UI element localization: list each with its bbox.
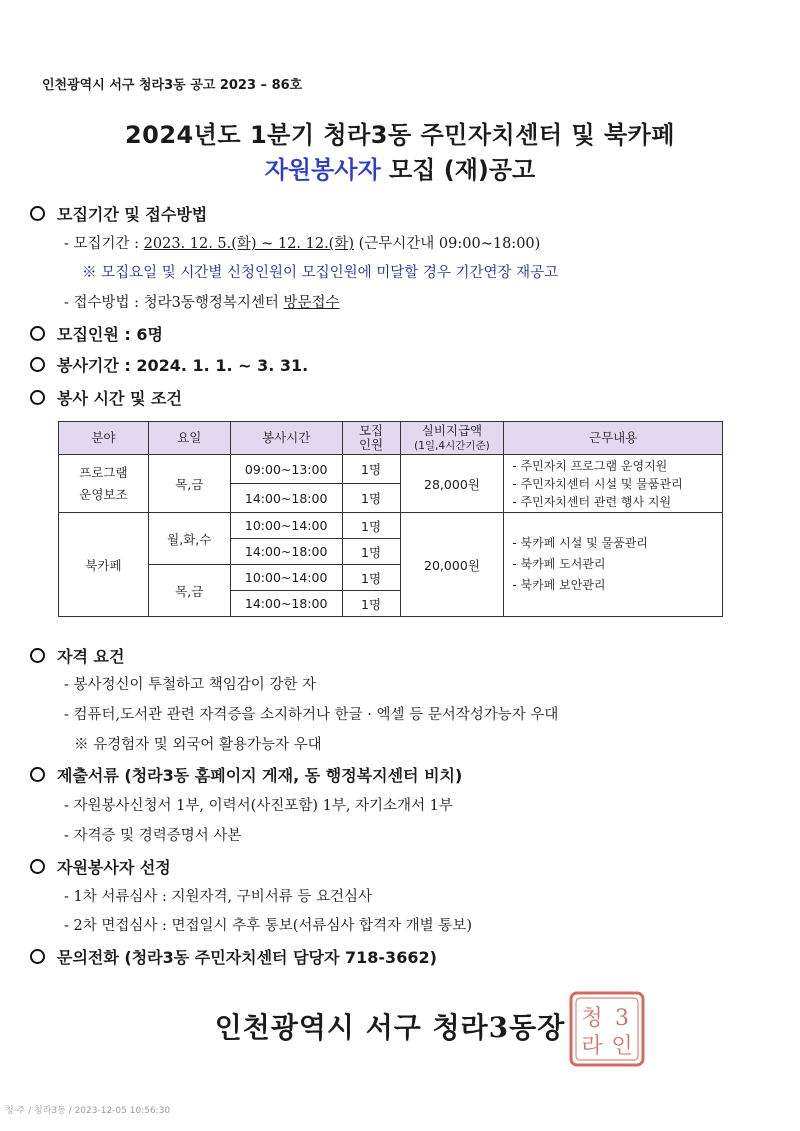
bookcafe-duties: - 북카페 시설 및 물품관리 - 북카페 도서관리 - 북카페 보안관리 xyxy=(504,513,723,617)
document-subtitle xyxy=(0,150,800,185)
document-title: 2024년도 1분기 청라3동 주민자치센터 및 북카페 xyxy=(124,121,676,149)
bookcafe-days-a: 월,화,수 xyxy=(148,513,230,565)
time-cell: 14:00~18:00 xyxy=(230,539,342,565)
circle-bullet-icon xyxy=(30,648,45,663)
time-cell: 10:00~14:00 xyxy=(230,565,342,591)
count-cell: 1명 xyxy=(342,484,400,513)
time-cell: 14:00~18:00 xyxy=(230,591,342,617)
header-pay: 실비지급액 (1일,4시간기준) xyxy=(400,422,504,455)
section-service-period: 봉사기간 : 2024. 1. 1. ~ 3. 31. xyxy=(30,353,308,376)
header-category: 분야 xyxy=(59,422,149,455)
circle-bullet-icon xyxy=(30,949,45,964)
svg-text:라: 라 xyxy=(581,1034,603,1059)
section-selection-heading: 자원봉사자 선정 xyxy=(30,855,171,878)
qualification-note: ※ 유경험자 및 외국어 활용가능자 우대 xyxy=(74,737,322,753)
title-highlight: 자원봉사자 xyxy=(264,156,381,184)
print-footer: 청·주 / 청라3동 / 2023-12-05 10:56:30 xyxy=(5,1106,171,1116)
section-conditions-heading: 봉사 시간 및 조건 xyxy=(30,386,182,409)
circle-bullet-icon xyxy=(30,767,45,782)
svg-text:인: 인 xyxy=(611,1034,633,1059)
circle-bullet-icon xyxy=(30,357,45,372)
document-item: - 자격증 및 경력증명서 사본 xyxy=(64,828,242,844)
extension-note: ※ 모집요일 및 시간별 신청인원이 모집인원에 미달할 경우 기간연장 재공고 xyxy=(82,265,559,281)
program-duties: - 주민자치 프로그램 운영지원 - 주민자치센터 시설 및 물품관리 - 주민자치센터 관련 행사 지원 xyxy=(504,455,723,513)
section-headcount: 모집인원 : 6명 xyxy=(30,322,163,345)
method-value: 방문접수 xyxy=(283,295,340,311)
period-dates: 2023. 12. 5.(화) ~ 12. 12.(화) xyxy=(143,236,355,252)
svg-text:3: 3 xyxy=(615,1006,629,1031)
section-contact: 문의전화 (청라3동 주민자치센터 담당자 718-3662) xyxy=(30,945,437,968)
svg-text:청: 청 xyxy=(581,1006,603,1031)
bookcafe-days-b: 목,금 xyxy=(148,565,230,617)
notice-number: 인천광역시 서구 청라3동 공고 2023 – 86호 xyxy=(42,78,303,93)
count-cell: 1명 xyxy=(342,539,400,565)
header-days: 요일 xyxy=(148,422,230,455)
table-row xyxy=(59,513,723,539)
section-documents-heading: 제출서류 (청라3동 홈페이지 게재, 동 행정복지센터 비치) xyxy=(30,763,462,786)
issuing-office: 인천광역시 서구 청라3동장 xyxy=(214,1011,566,1044)
header-count: 모집 인원 xyxy=(342,422,400,455)
header-hours: 봉사시간 xyxy=(230,422,342,455)
header-duties: 근무내용 xyxy=(504,422,723,455)
count-cell: 1명 xyxy=(342,455,400,484)
time-cell: 14:00~18:00 xyxy=(230,484,342,513)
qualification-item: - 봉사정신이 투철하고 책임감이 강한 자 xyxy=(64,677,317,693)
program-pay: 28,000원 xyxy=(400,455,504,513)
table-row xyxy=(59,455,723,484)
circle-bullet-icon xyxy=(30,326,45,341)
program-days: 목,금 xyxy=(148,455,230,513)
document-item: - 자원봉사신청서 1부, 이력서(사진포함) 1부, 자기소개서 1부 xyxy=(64,798,453,814)
count-cell: 1명 xyxy=(342,513,400,539)
official-seal-icon xyxy=(568,990,646,1068)
bookcafe-category: 북카페 xyxy=(59,513,149,617)
table-header-row xyxy=(59,422,723,455)
bookcafe-pay: 20,000원 xyxy=(400,513,504,617)
program-category: 프로그램 운영보조 xyxy=(59,455,149,513)
selection-item: - 2차 면접심사 : 면접일시 추후 통보(서류심사 합격자 개별 통보) xyxy=(64,918,472,934)
section-qualifications-heading: 자격 요건 xyxy=(30,644,124,667)
count-cell: 1명 xyxy=(342,565,400,591)
title-rest: 모집 (재)공고 xyxy=(380,156,536,184)
selection-item: - 1차 서류심사 : 지원자격, 구비서류 등 요건심사 xyxy=(64,889,373,905)
conditions-table xyxy=(58,421,723,617)
circle-bullet-icon xyxy=(30,859,45,874)
time-cell: 09:00~13:00 xyxy=(230,455,342,484)
period-line: - 모집기간 : 2023. 12. 5.(화) ~ 12. 12.(화) (근무시간내 09:00~18:00) xyxy=(64,236,541,252)
circle-bullet-icon xyxy=(30,390,45,405)
method-line: - 접수방법 : 청라3동행정복지센터 방문접수 xyxy=(64,295,340,311)
circle-bullet-icon xyxy=(30,206,45,221)
time-cell: 10:00~14:00 xyxy=(230,513,342,539)
qualification-item: - 컴퓨터,도서관 관련 자격증을 소지하거나 한글 · 엑셀 등 문서작성가능자 우대 xyxy=(64,707,559,723)
count-cell: 1명 xyxy=(342,591,400,617)
section-period-heading: 모집기간 및 접수방법 xyxy=(30,202,207,225)
